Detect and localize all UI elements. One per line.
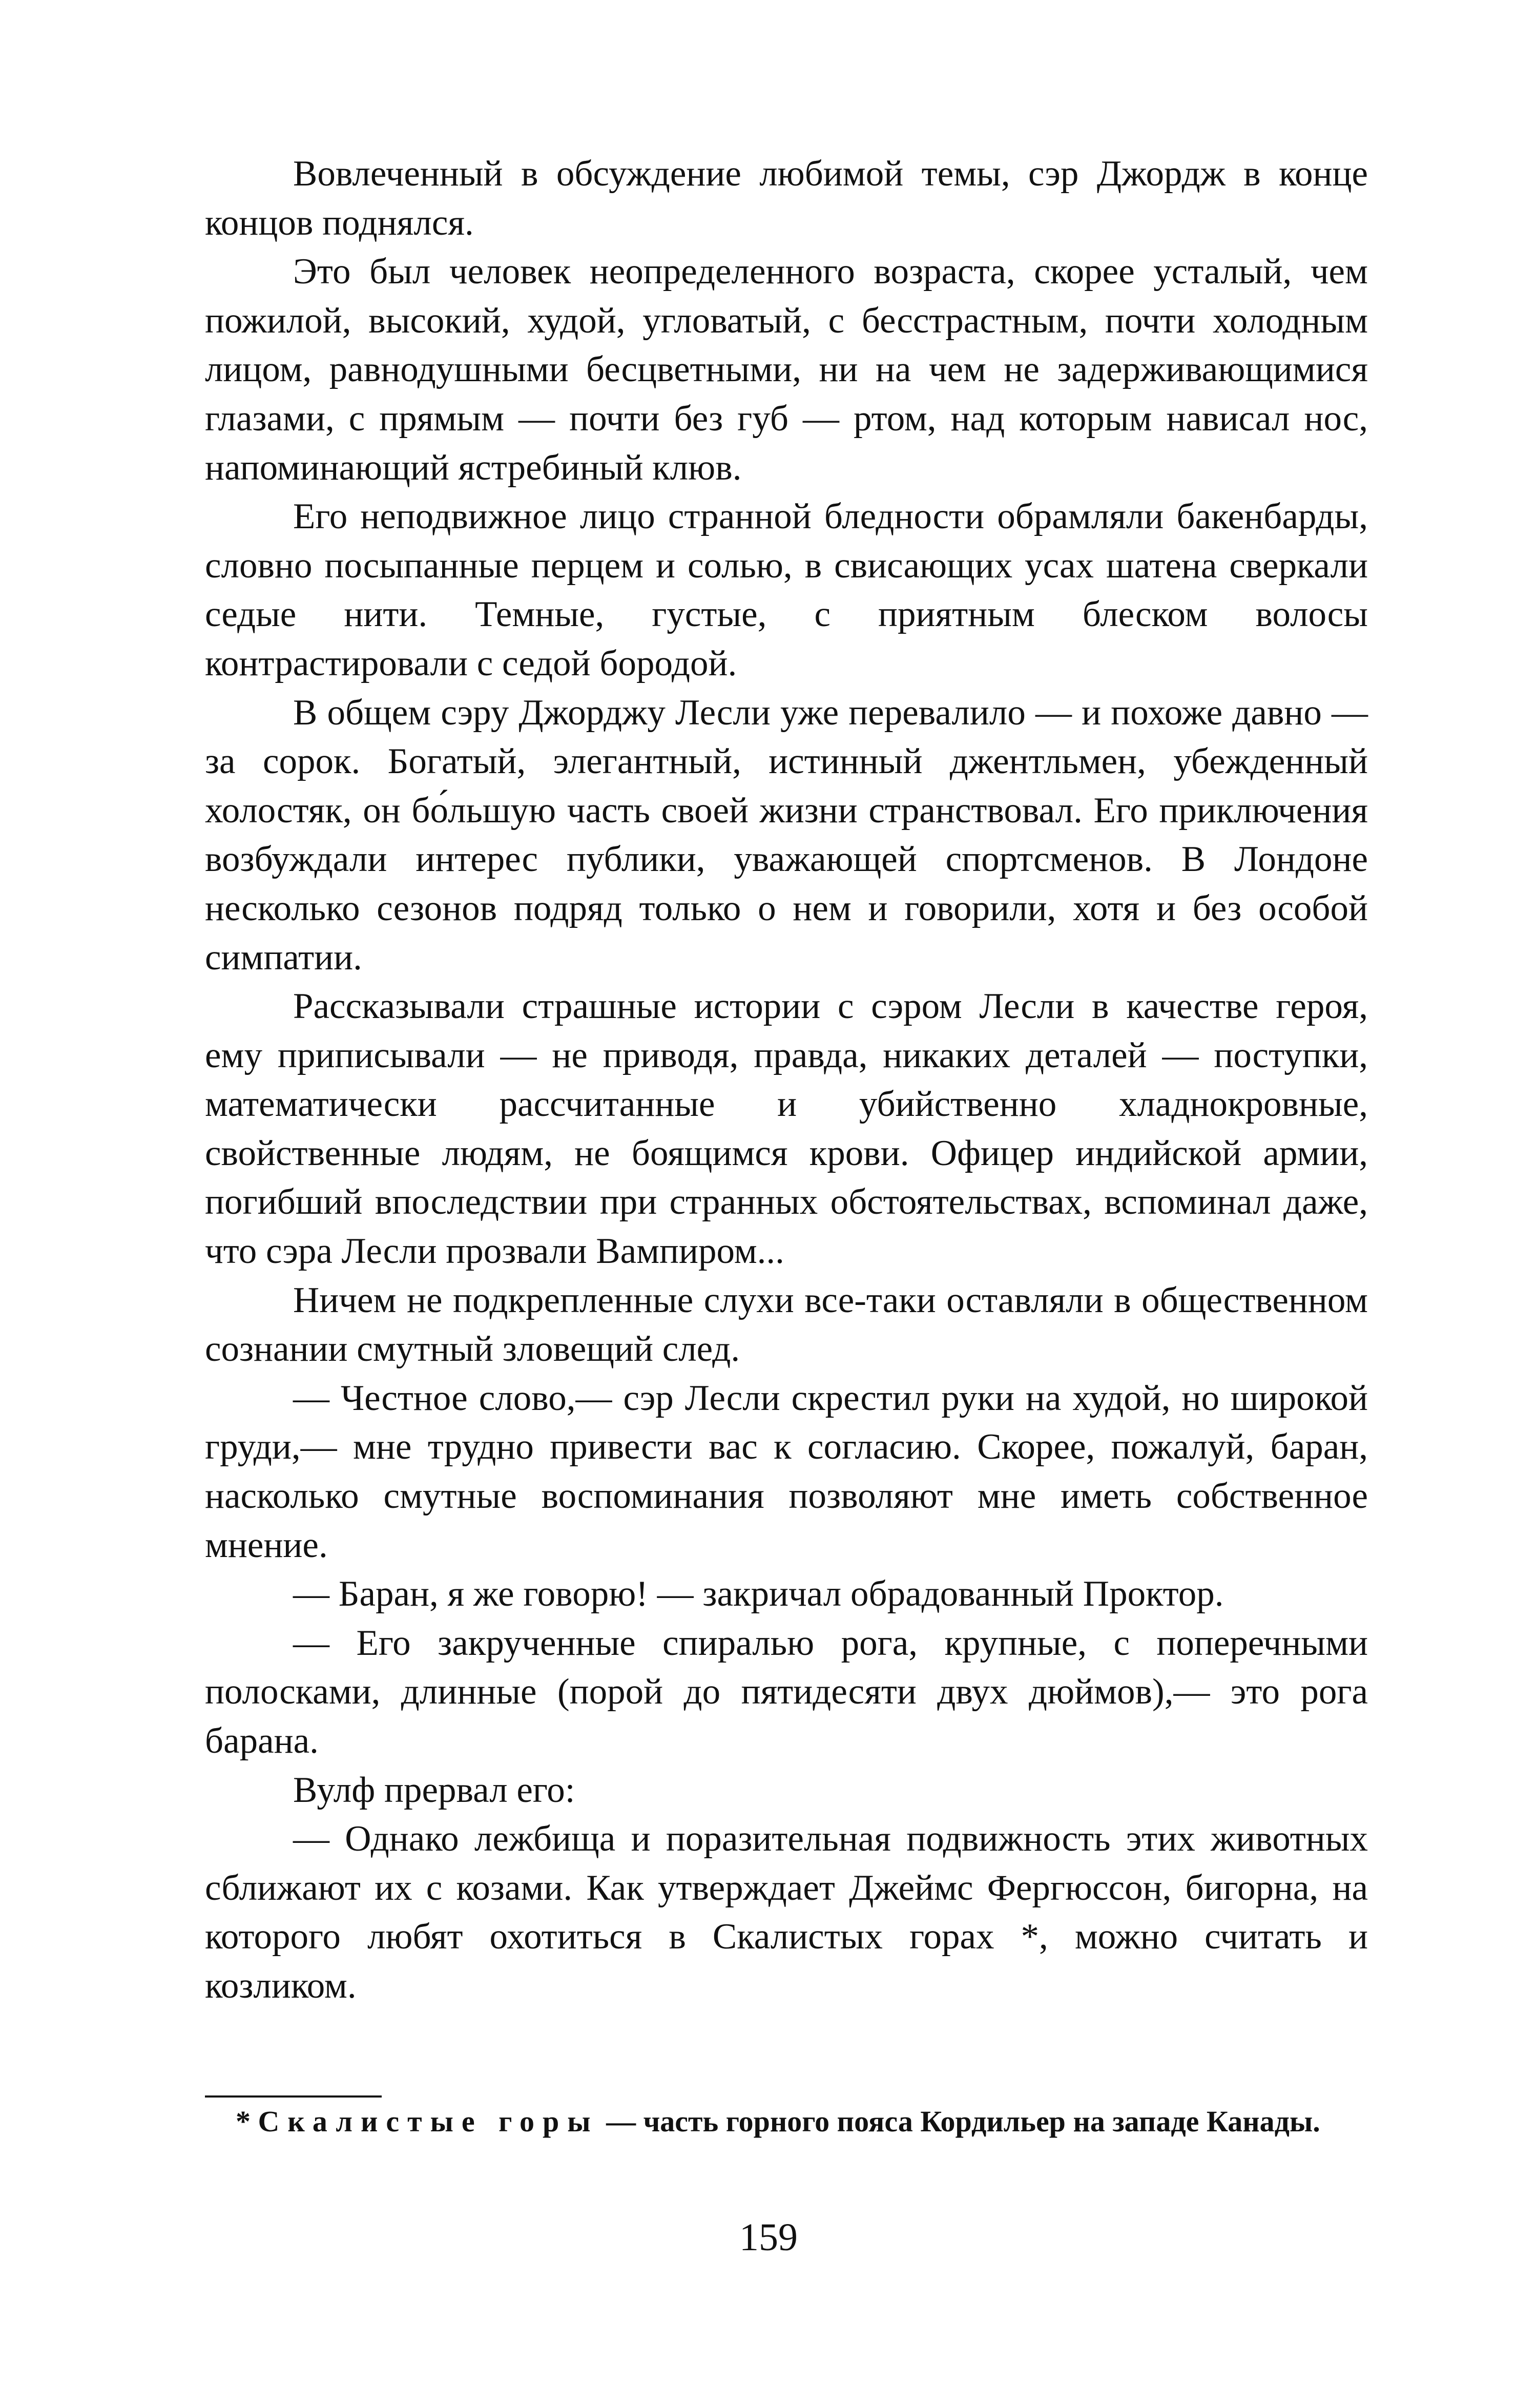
paragraph-3: Его неподвижное лицо странной бледности обрамляли бакенбарды, словно посыпанные перцем и солью, в свисающих усах шатена сверкали седые нити. Темные, густые, с приятным блеском волосы контрастировали с седой бородой. (205, 496, 1368, 683)
paragraph-10: Вулф прервал его: (293, 1770, 575, 1810)
paragraph-2: Это был человек неопределенного возраста, скорее усталый, чем пожилой, высокий, худой, угловатый, с бесстрастным, почти холодным лицом, равнодушными бесцветными, ни на чем не задерживающимися глазами, с прямым — почти без губ — ртом, над которым нависал нос, напоминающий ястребиный клюв. (205, 252, 1368, 488)
page-number: 159 (739, 2216, 798, 2259)
main-text (205, 150, 1368, 2011)
paragraph-8: — Баран, я же говорю! — закричал обрадованный Проктор. (293, 1574, 1224, 1614)
footnote-rule (205, 2095, 382, 2098)
footnote (205, 2101, 1368, 2142)
paragraph-7: — Честное слово,— сэр Лесли скрестил руки на худой, но широкой груди,— мне трудно привести вас к согласию. Скорее, пожалуй, баран, насколько смутные воспоминания позволяют мне иметь собственное мнение. (205, 1378, 1368, 1565)
paragraph-11: — Однако лежбища и поразительная подвижность этих животных сближают их с козами. Как утверждает Джеймс Фергюссон, бигорна, на которого любят охотиться в Скалистых горах *, можно считать и козликом. (205, 1819, 1368, 2006)
footnote-text: — часть горного пояса Кордильер на западе Канады. (606, 2105, 1320, 2138)
paragraph-5: Рассказывали страшные истории с сэром Лесли в качестве героя, ему приписывали — не приводя, правда, никаких деталей — поступки, математически рассчитанные и убийственно хладнокровные, свойственные людям, не боящимся крови. Офицер индийской армии, погибший впоследствии при странных обстоятельствах, вспоминал даже, что сэра Лесли прозвали Вампиром... (205, 986, 1368, 1272)
footnote-marker: * (236, 2105, 251, 2138)
paragraph-1: Вовлеченный в обсуждение любимой темы, сэр Джордж в конце концов поднялся. (205, 154, 1368, 243)
paragraph-6: Ничем не подкрепленные слухи все-таки оставляли в общественном сознании смутный зловещий след. (205, 1280, 1368, 1369)
paragraph-9: — Его закрученные спиралью рога, крупные, с поперечными полосками, длинные (порой до пятидесяти двух дюймов),— это рога барана. (205, 1623, 1368, 1761)
footnote-term: Скалистые горы (258, 2105, 599, 2138)
paragraph-4: В общем сэру Джорджу Лесли уже перевалило — и похоже давно — за сорок. Богатый, элегантный, истинный джентльмен, убежденный холостяк, он бо́льшую часть своей жизни странствовал. Его приключения возбуждали интерес публики, уважающей спортсменов. В Лондоне несколько сезонов подряд только о нем и говорили, хотя и без особой симпатии. (205, 692, 1368, 978)
